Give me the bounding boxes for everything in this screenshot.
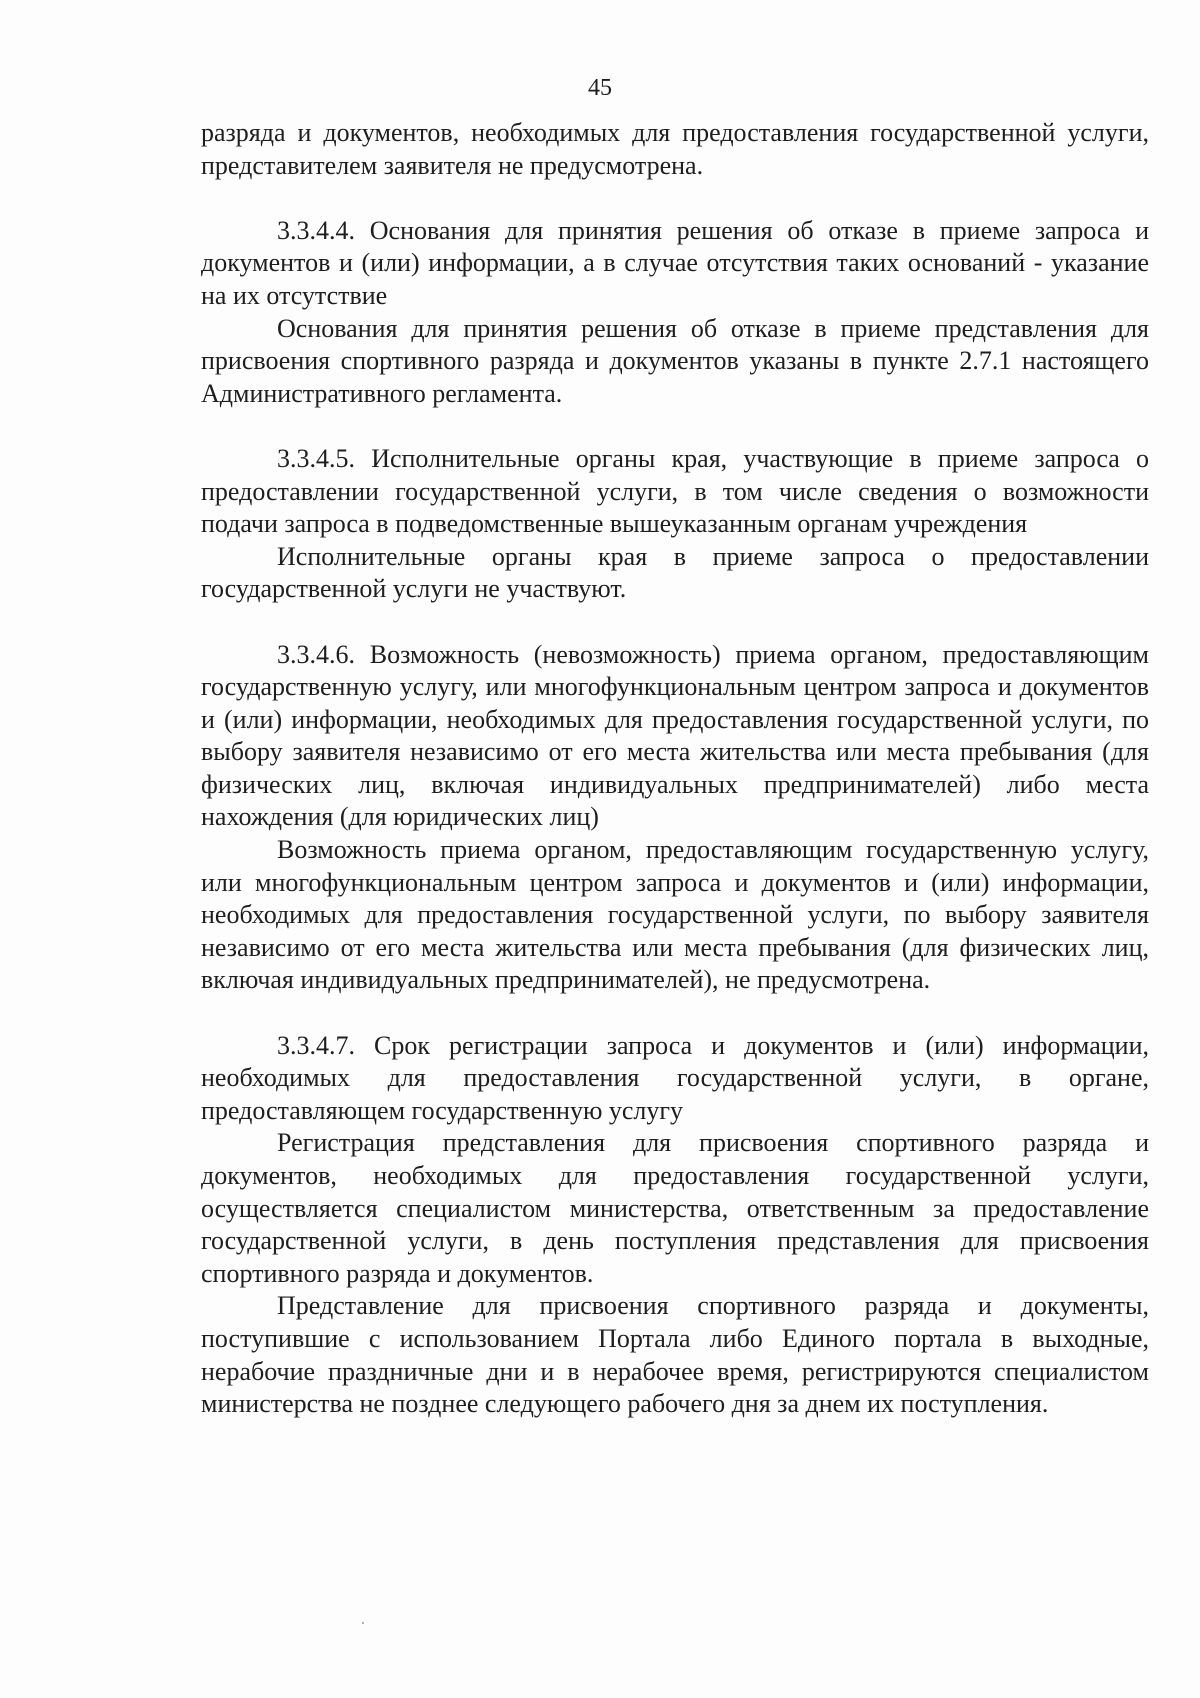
section-3-3-4-4-heading: 3.3.4.4. Основания для принятия решения об отказе в приеме запроса и документов и (или) информации, а в случае отсутствия таких оснований - указание на их отсутствие	[201, 215, 1149, 310]
section-3-3-4-7-text-2: Представление для присвоения спортивного разряда и документы, поступившие с использованием Портала либо Единого портала в выходные, нерабочие праздничные дни и в нерабочее время, регистрируются специалистом министерства не позднее следующего рабочего дня за днем их поступления.	[201, 1291, 1149, 1419]
section-3-3-4-6-text: Возможность приема органом, предоставляющим государственную услугу, или многофункциональным центром запроса и документов и (или) информации, необходимых для предоставления государственной услуги, по выбору заявителя независимо от его места жительства или места пребывания (для физических лиц, включая индивидуальных предпринимателей), не предусмотрена.	[201, 835, 1149, 995]
section-3-3-4-7-text-1: Регистрация представления для присвоения спортивного разряда и документов, необходимых для предоставления государственной услуги, осуществляется специалистом министерства, ответственным за предоставление государственной услуги, в день поступления представления для присвоения спортивного разряда и документов.	[201, 1128, 1149, 1288]
section-3-3-4-5-heading: 3.3.4.5. Исполнительные органы края, участвующие в приеме запроса о предоставлении государственной услуги, в том числе сведения о возможности подачи запроса в подведомственные вышеуказанным органам учреждения	[201, 443, 1149, 539]
scan-speck	[362, 1622, 364, 1624]
section-3-3-4-6-heading: 3.3.4.6. Возможность (невозможность) приема органом, предоставляющим государственную услугу, или многофункциональным центром запроса и документов и (или) информации, необходимых для предоставления государственной услуги, по выбору заявителя независимо от его места жительства или места пребывания (для физических лиц, включая индивидуальных предпринимателей) либо места нахождения (для юридических лиц)	[201, 639, 1149, 832]
section-3-3-4-4-text: Основания для принятия решения об отказе в приеме представления для присвоения спортивного разряда и документов указаны в пункте 2.7.1 настоящего Административного регламента.	[201, 313, 1149, 408]
section-3-3-4-5-text: Исполнительные органы края в приеме запроса о предоставлении государственной услуги не участвуют.	[201, 541, 1149, 604]
section-3-3-4-7-heading: 3.3.4.7. Срок регистрации запроса и документов и (или) информации, необходимых для предоставления государственной услуги, в органе, предоставляющем государственную услугу	[201, 1030, 1149, 1125]
page-number: 45	[588, 75, 612, 101]
paragraph-continuation: разряда и документов, необходимых для предоставления государственной услуги, представителем заявителя не предусмотрена.	[201, 118, 1149, 180]
document-body	[201, 117, 1149, 1421]
